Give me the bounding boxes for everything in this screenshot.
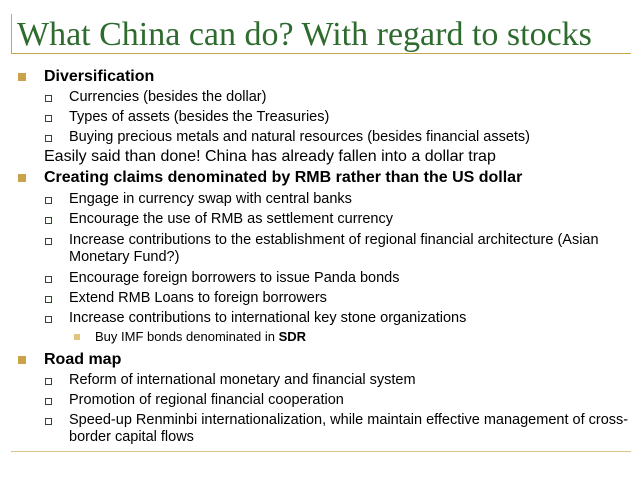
- item-text: Types of assets (besides the Treasuries): [69, 109, 330, 125]
- slide-title: What China can do? With regard to stocks: [17, 16, 592, 53]
- item-text: Reform of international monetary and financial system: [69, 372, 416, 388]
- list-item: [0, 232, 640, 266]
- hollow-square-bullet-icon: [45, 378, 52, 385]
- list-item: [0, 412, 640, 446]
- list-item: [0, 211, 640, 228]
- hollow-square-bullet-icon: [45, 135, 52, 142]
- title-underline: [11, 53, 631, 54]
- hollow-square-bullet-icon: [45, 95, 52, 102]
- slide-body: [0, 60, 640, 446]
- item-text: Extend RMB Loans to foreign borrowers: [69, 290, 327, 306]
- list-item: [0, 109, 640, 126]
- hollow-square-bullet-icon: [45, 316, 52, 323]
- sub-list-item: [0, 329, 640, 345]
- list-item: [0, 129, 640, 146]
- section-heading-rmb-claims: [0, 168, 640, 187]
- list-item: [0, 270, 640, 287]
- note-text: Easily said than done! China has already fallen into a dollar trap: [44, 148, 496, 165]
- heading-text: Road map: [44, 351, 122, 368]
- item-text: Encourage the use of RMB as settlement currency: [69, 211, 393, 227]
- item-text: Speed-up Renminbi internationalization, while maintain effective management of cross-border capital flows: [69, 412, 629, 445]
- hollow-square-bullet-icon: [45, 115, 52, 122]
- heading-text: Diversification: [44, 68, 155, 85]
- square-bullet-icon: [18, 73, 26, 81]
- square-bullet-icon: [18, 356, 26, 364]
- item-text: Promotion of regional financial cooperation: [69, 392, 344, 408]
- item-text: Buying precious metals and natural resources (besides financial assets): [69, 129, 531, 145]
- sdr-emphasis: SDR: [278, 329, 307, 344]
- hollow-square-bullet-icon: [45, 217, 52, 224]
- sub-item-text: Buy IMF bonds denominated in: [95, 329, 279, 344]
- list-item: [0, 191, 640, 208]
- square-bullet-icon: [18, 174, 26, 182]
- section-heading-diversification: [0, 67, 640, 86]
- hollow-square-bullet-icon: [45, 276, 52, 283]
- list-item: [0, 310, 640, 327]
- hollow-square-bullet-icon: [45, 398, 52, 405]
- hollow-square-bullet-icon: [45, 418, 52, 425]
- hollow-square-bullet-icon: [45, 197, 52, 204]
- item-text: Increase contributions to international key stone organizations: [69, 310, 467, 326]
- item-text: Encourage foreign borrowers to issue Panda bonds: [69, 270, 400, 286]
- list-item: [0, 89, 640, 106]
- list-item: [0, 290, 640, 307]
- item-text: Engage in currency swap with central banks: [69, 191, 352, 207]
- list-item: [0, 392, 640, 409]
- list-item: [0, 372, 640, 389]
- small-square-bullet-icon: [74, 334, 80, 340]
- item-text: Currencies (besides the dollar): [69, 89, 267, 105]
- title-accent-line: [11, 14, 12, 54]
- footer-rule: [11, 451, 631, 452]
- section-heading-road-map: [0, 350, 640, 369]
- item-text: Increase contributions to the establishment of regional financial architecture (Asian Monetary Fund?): [69, 232, 599, 265]
- heading-text: Creating claims denominated by RMB rather than the US dollar: [44, 169, 523, 186]
- hollow-square-bullet-icon: [45, 238, 52, 245]
- hollow-square-bullet-icon: [45, 296, 52, 303]
